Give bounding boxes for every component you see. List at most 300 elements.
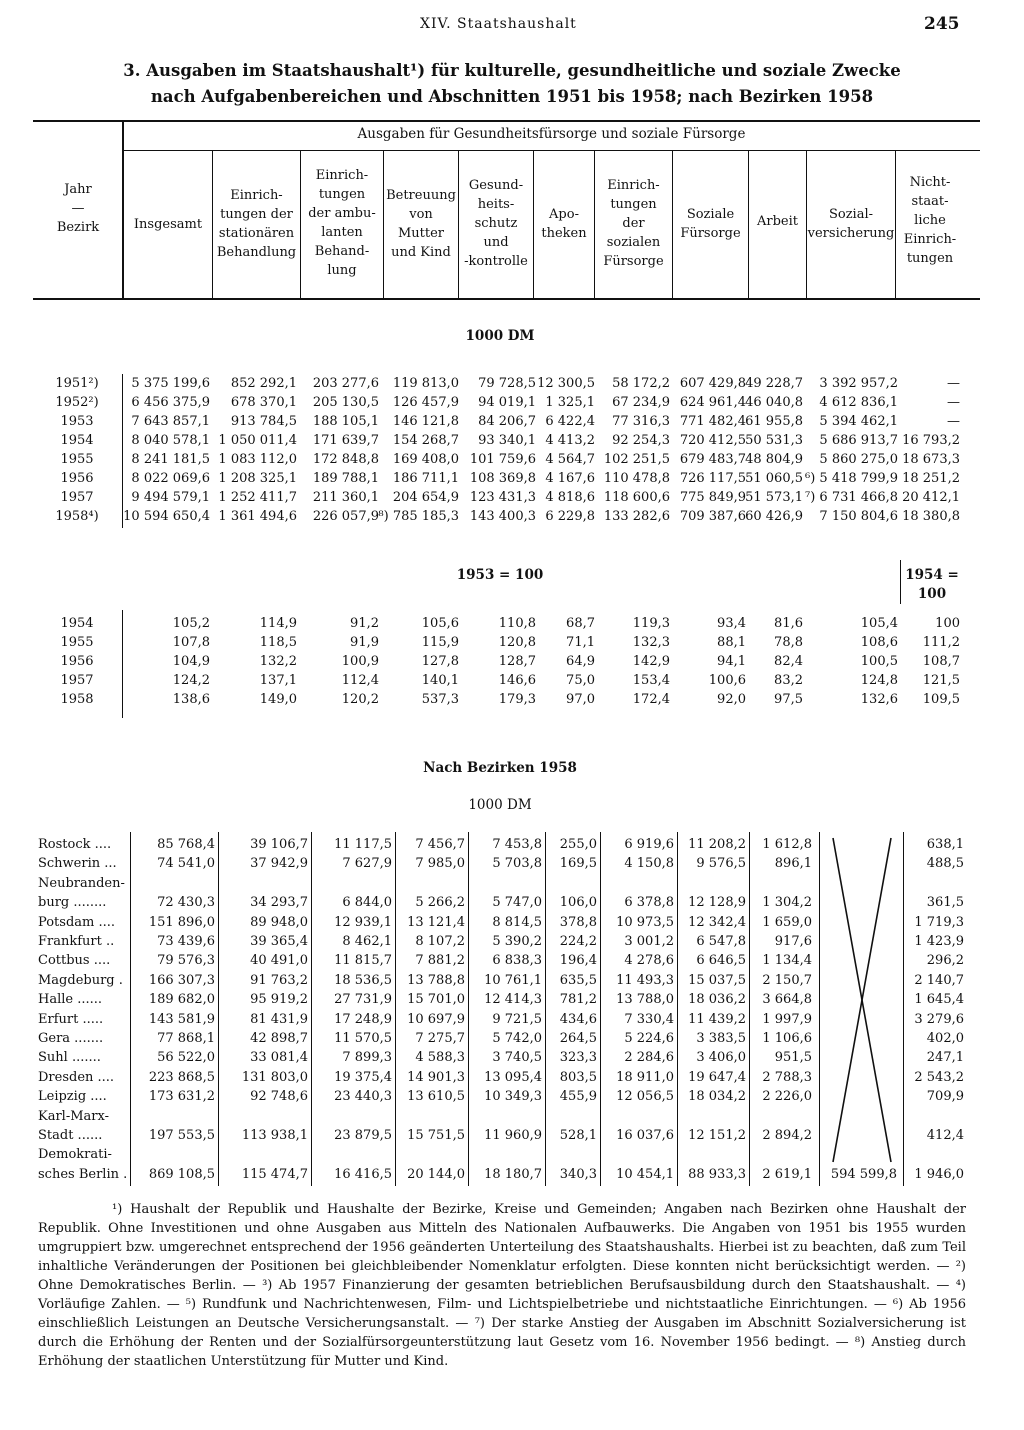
table-cell: 119,3 bbox=[632, 616, 670, 631]
table-cell: 709 387,6 bbox=[679, 509, 746, 524]
table-cell: 4 150,8 bbox=[624, 856, 674, 872]
table-top-rule bbox=[33, 120, 980, 122]
table-cell: 23 440,3 bbox=[334, 1089, 392, 1105]
table-cell: 205 130,5 bbox=[312, 395, 379, 410]
column-header-line: Nicht- bbox=[909, 175, 951, 190]
section2-label-right-line: 1954 = bbox=[905, 567, 959, 583]
table-cell: 64,9 bbox=[566, 654, 595, 669]
column-header-apotheken bbox=[534, 205, 594, 243]
table-cell: 1 997,9 bbox=[762, 1011, 812, 1027]
table-cell: 132,6 bbox=[860, 692, 898, 707]
table-cell: 4 588,3 bbox=[415, 1050, 465, 1066]
row-label: 1954 bbox=[60, 433, 94, 448]
column-header-line: der ambu- bbox=[308, 206, 376, 221]
table-cell: 105,2 bbox=[172, 616, 210, 631]
table-cell: 781,2 bbox=[559, 992, 597, 1008]
table-cell: 18 036,2 bbox=[688, 992, 746, 1008]
row-label: Potsdam .... bbox=[38, 914, 116, 930]
table-cell: 635,5 bbox=[559, 972, 597, 988]
table-cell: 5 703,8 bbox=[492, 856, 542, 872]
table-cell: 20 144,0 bbox=[407, 1166, 465, 1182]
table-cell: 131 803,0 bbox=[241, 1069, 308, 1085]
table-cell: 89 948,0 bbox=[250, 914, 308, 930]
table-cell: 7 330,4 bbox=[624, 1011, 674, 1027]
column-header-line: heits- bbox=[477, 197, 515, 212]
table-cell: 12 342,4 bbox=[688, 914, 746, 930]
table-cell: 92 748,6 bbox=[250, 1089, 308, 1105]
column-header-line: Einrich- bbox=[903, 232, 957, 247]
table-cell: 7 275,7 bbox=[415, 1031, 465, 1046]
table-cell: 115 474,7 bbox=[241, 1166, 308, 1182]
column-header-ambulant bbox=[301, 166, 383, 280]
column-header-line: Apo- bbox=[549, 207, 579, 222]
column-header-line: Soziale bbox=[686, 207, 735, 222]
table-cell: 5 390,2 bbox=[492, 934, 542, 949]
table-cell: 1 252 411,7 bbox=[218, 490, 297, 505]
row-label: Frankfurt .. bbox=[38, 934, 115, 949]
table-row bbox=[0, 1109, 1024, 1148]
table-cell: 51 573,1 bbox=[745, 490, 803, 505]
table-cell: 114,9 bbox=[259, 616, 297, 631]
table-row bbox=[0, 635, 1024, 654]
table-cell: 100,6 bbox=[708, 673, 746, 688]
column-header-line: Fürsorge bbox=[680, 226, 741, 241]
table-cell: 92 254,3 bbox=[612, 433, 670, 448]
table-cell: 340,3 bbox=[559, 1166, 597, 1182]
table-cell: 5 742,0 bbox=[492, 1031, 542, 1046]
table-cell: 189 682,0 bbox=[148, 992, 215, 1008]
table-row bbox=[0, 673, 1024, 692]
table-cell: 91,2 bbox=[350, 616, 379, 631]
footnotes-text: ¹) Haushalt der Republik und Haushalte der Bezirke, Kreise und Gemeinden; Angaben nach Bezirken ohne Haushalt der Republik. Ohne Investitionen und ohne Ausgaben aus Mitteln des Nationalen Aufbauwerks. Die Angaben von 1951 bis 1955 wurden umgruppiert bzw. umgerechnet entsprechend der 1956 geänderten Unterteilung des Staatshaushalts. Hierbei ist zu beachten, daß zum Teil inhaltliche Veränderungen der Positionen bei gleichbleibender Nomenklatur erfolgten. Diese konnten nicht berücksichtigt werden. — ²) Ohne Demokratisches Berlin. — ³) Ab 1957 Finanzierung der gesamten betrieblichen Berufsausbildung durch den Staatshaushalt. — ⁴) Vorläufige Zahlen. — ⁵) Rundfunk und Nachrichtenwesen, Film- und Lichtspielbetriebe und nichtstaatliche Einrichtungen. — ⁶) Ab 1956 einschließlich Leistungen an Deutsche Versicherungsanstalt. — ⁷) Der starke Anstieg der Ausgaben im Abschnitt Sozialversicherung ist durch die Erhöhung der Renten und der Sozialfürsorgeunterstützung laut Gesetz vom 16. November 1956 bedingt. — ⁸) Anstieg durch Erhöhung der staatlichen Unterstützung für Mutter und Kind. bbox=[38, 1202, 966, 1369]
row-label: Suhl ....... bbox=[38, 1050, 101, 1066]
table-row bbox=[0, 471, 1024, 490]
group-header-rule bbox=[123, 150, 980, 151]
running-head-title: XIV. Staatshaushalt bbox=[420, 16, 577, 32]
table-cell: 6 844,0 bbox=[342, 895, 392, 911]
table-cell: 146 121,8 bbox=[392, 414, 459, 429]
stub-header-line: Jahr bbox=[64, 182, 92, 197]
row-label: 1953 bbox=[60, 414, 94, 429]
table-cell: 71,1 bbox=[566, 635, 595, 650]
table-row bbox=[0, 1147, 1024, 1186]
table-row bbox=[0, 915, 1024, 934]
table-cell: 97,5 bbox=[774, 692, 803, 707]
table-cell: 94 019,1 bbox=[478, 395, 536, 410]
table-cell: 84 206,7 bbox=[478, 414, 536, 429]
row-label: sches Berlin . bbox=[38, 1166, 128, 1182]
row-label: 1958 bbox=[60, 692, 94, 707]
table-cell: — bbox=[947, 376, 960, 391]
table-row bbox=[0, 1050, 1024, 1069]
table-cell: 67 234,9 bbox=[612, 395, 670, 410]
column-header-mutter-kind bbox=[384, 186, 458, 262]
table-cell: 951,5 bbox=[774, 1050, 812, 1066]
table-cell: 7 150 804,6 bbox=[819, 509, 898, 524]
table-cell: 455,9 bbox=[559, 1089, 597, 1105]
table-cell: 3 392 957,2 bbox=[819, 376, 898, 391]
row-label: Demokrati- bbox=[38, 1147, 112, 1163]
table-cell: 211 360,1 bbox=[312, 490, 379, 505]
table-cell: 179,3 bbox=[498, 692, 536, 707]
table-cell: 77 316,3 bbox=[612, 414, 670, 429]
table-cell: 79 728,5 bbox=[478, 376, 536, 391]
table-cell: 68,7 bbox=[566, 616, 595, 631]
row-label: Dresden .... bbox=[38, 1069, 115, 1085]
table-cell: 1 106,6 bbox=[762, 1031, 812, 1046]
column-header-line: Einrich- bbox=[315, 168, 369, 183]
table-cell: 100 bbox=[935, 616, 960, 631]
table-cell: 100,5 bbox=[860, 654, 898, 669]
column-header-line: stationären bbox=[218, 226, 295, 241]
table-cell: 1 719,3 bbox=[914, 914, 964, 930]
row-label: Leipzig .... bbox=[38, 1089, 107, 1105]
table-cell: 775 849,9 bbox=[679, 490, 746, 505]
table-cell: 5 224,6 bbox=[624, 1031, 674, 1046]
table-cell: 12 414,3 bbox=[484, 992, 542, 1008]
table-cell: 27 731,9 bbox=[334, 992, 392, 1008]
table-cell: 51 060,5 bbox=[745, 471, 803, 486]
table-row bbox=[0, 616, 1024, 635]
row-label: Rostock .... bbox=[38, 837, 112, 852]
table-title-line-2: nach Aufgabenbereichen und Abschnitten 1951 bis 1958; nach Bezirken 1958 bbox=[150, 87, 874, 106]
column-header-line: der bbox=[622, 216, 645, 231]
table-cell: 196,4 bbox=[559, 953, 597, 969]
table-cell: 149,0 bbox=[259, 692, 297, 707]
table-cell: 124,8 bbox=[860, 673, 898, 688]
table-cell: 488,5 bbox=[926, 856, 964, 872]
table-cell: 189 788,1 bbox=[312, 471, 379, 486]
section3-label: 1000 DM bbox=[468, 797, 532, 813]
column-header-line: und Kind bbox=[391, 245, 451, 260]
row-label: 1955 bbox=[60, 452, 94, 467]
table-cell: 18 911,0 bbox=[616, 1069, 674, 1085]
table-cell: 1 946,0 bbox=[914, 1166, 964, 1182]
table-cell: ⁷) 6 731 466,8 bbox=[805, 490, 898, 505]
table-row bbox=[0, 654, 1024, 673]
table-row bbox=[0, 973, 1024, 992]
table-cell: 140,1 bbox=[421, 673, 459, 688]
table-cell: 869 108,5 bbox=[148, 1166, 215, 1182]
table-cell: 13 095,4 bbox=[484, 1069, 542, 1085]
table-cell: 120,8 bbox=[498, 635, 536, 650]
table-cell: 7 881,2 bbox=[415, 953, 465, 969]
table-cell: 3 406,0 bbox=[696, 1050, 746, 1066]
table-cell: 11 960,9 bbox=[484, 1127, 542, 1143]
table-cell: 678 370,1 bbox=[230, 395, 297, 410]
table-cell: 18 251,2 bbox=[902, 471, 960, 486]
column-header-line: Arbeit bbox=[757, 214, 798, 229]
table-cell: 13 610,5 bbox=[407, 1089, 465, 1105]
table-cell: 528,1 bbox=[559, 1127, 597, 1143]
table-cell: 20 412,1 bbox=[902, 490, 960, 505]
running-head bbox=[0, 12, 1024, 36]
table-cell: 58 172,2 bbox=[612, 376, 670, 391]
column-header-line: von bbox=[409, 207, 433, 222]
row-label: 1951²) bbox=[55, 376, 99, 391]
column-header-line: Behand- bbox=[314, 244, 370, 259]
table-cell: 108,7 bbox=[922, 654, 960, 669]
stub-header-line: Bezirk bbox=[56, 220, 100, 235]
table-cell: 81,6 bbox=[774, 616, 803, 631]
page-number: 245 bbox=[924, 14, 960, 34]
table-cell: 7 985,0 bbox=[415, 856, 465, 872]
section2-label-right bbox=[901, 566, 963, 604]
table-cell: 13 788,8 bbox=[407, 972, 465, 988]
table-cell: 12 056,5 bbox=[616, 1089, 674, 1105]
table-cell: 39 106,7 bbox=[250, 837, 308, 852]
table-cell: 8 022 069,6 bbox=[131, 471, 210, 486]
table-cell: 88,1 bbox=[717, 635, 746, 650]
table-title bbox=[40, 58, 984, 110]
table-cell: 6 646,5 bbox=[696, 953, 746, 969]
table-cell: 110 478,8 bbox=[603, 471, 670, 486]
table-cell: 913 784,5 bbox=[230, 414, 297, 429]
row-label: 1958⁴) bbox=[55, 509, 99, 524]
table-cell: 74 541,0 bbox=[157, 856, 215, 872]
column-header-soziale-fuersorge bbox=[673, 205, 748, 243]
table-cell: 88 933,3 bbox=[688, 1166, 746, 1182]
table-cell: 93 340,1 bbox=[478, 433, 536, 448]
table-cell: 91 763,2 bbox=[250, 972, 308, 988]
table-cell: 102 251,5 bbox=[603, 452, 670, 467]
table-cell: 11 815,7 bbox=[334, 953, 392, 969]
table-cell: 108,6 bbox=[860, 635, 898, 650]
row-label: Erfurt ..... bbox=[38, 1011, 104, 1027]
table-row bbox=[0, 1070, 1024, 1089]
table-cell: 128,7 bbox=[498, 654, 536, 669]
table-cell: 2 140,7 bbox=[914, 972, 964, 988]
table-cell: 726 117,5 bbox=[679, 471, 746, 486]
table-cell: 3 664,8 bbox=[762, 992, 812, 1008]
table-cell: 2 284,6 bbox=[624, 1050, 674, 1066]
table-row bbox=[0, 1012, 1024, 1031]
footnotes bbox=[38, 1200, 966, 1371]
column-header-line: tungen bbox=[610, 197, 657, 212]
table-cell: 226 057,9 bbox=[312, 509, 379, 524]
table-cell: 101 759,6 bbox=[469, 452, 536, 467]
table-cell: 83,2 bbox=[774, 673, 803, 688]
row-label: 1956 bbox=[60, 654, 94, 669]
table-cell: 132,3 bbox=[632, 635, 670, 650]
column-header-line: lung bbox=[327, 263, 357, 278]
table-cell: 7 899,3 bbox=[342, 1050, 392, 1066]
table-cell: 61 955,8 bbox=[745, 414, 803, 429]
table-cell: 10 454,1 bbox=[616, 1166, 674, 1182]
table-cell: 2 788,3 bbox=[762, 1069, 812, 1085]
table-cell: 105,6 bbox=[421, 616, 459, 631]
table-row bbox=[0, 992, 1024, 1011]
table-cell: 4 278,6 bbox=[624, 953, 674, 969]
table-cell: 204 654,9 bbox=[392, 490, 459, 505]
table-cell: 127,8 bbox=[421, 654, 459, 669]
table-cell: 9 494 579,1 bbox=[131, 490, 210, 505]
column-header-stationaer bbox=[213, 186, 300, 262]
table-cell: 15 751,5 bbox=[407, 1127, 465, 1143]
section3-heading: Nach Bezirken 1958 bbox=[423, 760, 577, 776]
table-cell: 5 266,2 bbox=[415, 895, 465, 911]
table-cell: 12 300,5 bbox=[537, 376, 595, 391]
row-label: Gera ....... bbox=[38, 1031, 104, 1046]
table-row bbox=[0, 876, 1024, 915]
table-row bbox=[0, 414, 1024, 433]
table-cell: 93,4 bbox=[717, 616, 746, 631]
column-header-line: Sozial- bbox=[828, 207, 874, 222]
table-cell: 323,3 bbox=[559, 1050, 597, 1066]
table-cell: 109,5 bbox=[922, 692, 960, 707]
row-label: 1954 bbox=[60, 616, 94, 631]
section2-label-right-line: 100 bbox=[917, 586, 947, 602]
table-cell: 14 901,3 bbox=[407, 1069, 465, 1085]
table-cell: 7 643 857,1 bbox=[131, 414, 210, 429]
table-cell: 143 581,9 bbox=[148, 1011, 215, 1027]
table-cell: 3 383,5 bbox=[696, 1031, 746, 1046]
table-cell: 172,4 bbox=[632, 692, 670, 707]
table-cell: 18 673,3 bbox=[902, 452, 960, 467]
table-cell: 10 761,1 bbox=[484, 972, 542, 988]
table-cell: 9 721,5 bbox=[492, 1011, 542, 1027]
table-cell: 607 429,8 bbox=[679, 376, 746, 391]
table-cell: 4 413,2 bbox=[545, 433, 595, 448]
table-cell: 402,0 bbox=[926, 1031, 964, 1046]
table-cell: 143 400,3 bbox=[469, 509, 536, 524]
table-cell: 19 375,4 bbox=[334, 1069, 392, 1085]
table-cell: 13 788,0 bbox=[616, 992, 674, 1008]
table-cell: 18 034,2 bbox=[688, 1089, 746, 1105]
table-cell: 3 740,5 bbox=[492, 1050, 542, 1066]
column-header-line: staat- bbox=[911, 194, 949, 209]
row-label: burg ........ bbox=[38, 895, 107, 911]
table-cell: 6 838,3 bbox=[492, 953, 542, 969]
column-header-gesundheitsschutz bbox=[459, 176, 533, 271]
table-cell: 7 453,8 bbox=[492, 837, 542, 852]
section1-label: 1000 DM bbox=[465, 328, 535, 344]
table-row bbox=[0, 433, 1024, 452]
table-cell: 169 408,0 bbox=[392, 452, 459, 467]
table-cell: 1 325,1 bbox=[545, 395, 595, 410]
table-cell: 16 793,2 bbox=[902, 433, 960, 448]
table-cell: 679 483,7 bbox=[679, 452, 746, 467]
table-cell: 132,2 bbox=[259, 654, 297, 669]
table-cell: 46 040,8 bbox=[745, 395, 803, 410]
table-cell: 123 431,3 bbox=[469, 490, 536, 505]
table-cell: 2 619,1 bbox=[762, 1166, 812, 1182]
table-cell: 247,1 bbox=[926, 1050, 964, 1066]
row-label: Cottbus .... bbox=[38, 953, 111, 969]
table-cell: ⁸) 785 185,3 bbox=[378, 509, 459, 524]
table-cell: 16 416,5 bbox=[334, 1166, 392, 1182]
table-cell: 771 482,4 bbox=[679, 414, 746, 429]
table-cell: 1 050 011,4 bbox=[218, 433, 297, 448]
table-cell: 11 570,5 bbox=[334, 1031, 392, 1046]
row-label: Neubranden- bbox=[38, 875, 125, 891]
section2-label: 1953 = 100 bbox=[456, 567, 544, 583]
table-cell: 1 304,2 bbox=[762, 895, 812, 911]
table-cell: 4 167,6 bbox=[545, 471, 595, 486]
table-cell: 85 768,4 bbox=[157, 837, 215, 852]
table-cell: 94,1 bbox=[717, 654, 746, 669]
table-cell: 224,2 bbox=[559, 934, 597, 949]
table-cell: 264,5 bbox=[559, 1031, 597, 1046]
column-header-line: schutz bbox=[474, 216, 518, 231]
column-header-line: Mutter bbox=[397, 226, 445, 241]
stub-header bbox=[38, 180, 118, 237]
table-cell: 3 001,2 bbox=[624, 934, 674, 949]
table-cell: 7 456,7 bbox=[415, 837, 465, 852]
table-cell: 8 814,5 bbox=[492, 914, 542, 930]
row-label: 1956 bbox=[60, 471, 94, 486]
table-cell: 120,2 bbox=[341, 692, 379, 707]
table-cell: 18 536,5 bbox=[334, 972, 392, 988]
stub-divider bbox=[122, 121, 124, 298]
table-cell: 146,6 bbox=[498, 673, 536, 688]
table-cell: 296,2 bbox=[926, 953, 964, 969]
stub-header-line: — bbox=[71, 201, 85, 216]
table-cell: — bbox=[947, 414, 960, 429]
table-cell: 896,1 bbox=[774, 856, 812, 872]
table-cell: 151 896,0 bbox=[148, 914, 215, 930]
column-header-line: Einrich- bbox=[230, 188, 283, 203]
table-title-line-1: 3. Ausgaben im Staatshaushalt¹) für kulturelle, gesundheitliche und soziale Zwecke bbox=[123, 61, 901, 80]
table-cell: 11 439,2 bbox=[688, 1011, 746, 1027]
table-cell: 1 134,4 bbox=[762, 953, 812, 969]
table-cell: 72 430,3 bbox=[157, 895, 215, 911]
table-cell: 60 426,9 bbox=[745, 509, 803, 524]
table-row bbox=[0, 376, 1024, 395]
table-cell: 5 860 275,0 bbox=[819, 452, 898, 467]
table-cell: 6 919,6 bbox=[624, 837, 674, 852]
table-cell: 118 600,6 bbox=[603, 490, 670, 505]
table-cell: 33 081,4 bbox=[250, 1050, 308, 1066]
table-cell: — bbox=[947, 395, 960, 410]
column-header-line: tungen bbox=[318, 187, 366, 202]
table-cell: 8 462,1 bbox=[342, 934, 392, 949]
table-cell: 92,0 bbox=[717, 692, 746, 707]
table-cell: 97,0 bbox=[566, 692, 595, 707]
table-cell: 12 939,1 bbox=[334, 914, 392, 930]
table-row bbox=[0, 490, 1024, 509]
column-header-line: lanten bbox=[321, 225, 363, 240]
table-row bbox=[0, 934, 1024, 953]
table-cell: 154 268,7 bbox=[392, 433, 459, 448]
table-row bbox=[0, 1089, 1024, 1108]
table-cell: 78,8 bbox=[774, 635, 803, 650]
table-cell: 4 564,7 bbox=[545, 452, 595, 467]
table-cell: 40 491,0 bbox=[250, 953, 308, 969]
table-cell: 133 282,6 bbox=[603, 509, 670, 524]
table-cell: 172 848,8 bbox=[312, 452, 379, 467]
table-cell: 1 423,9 bbox=[914, 934, 964, 949]
row-label: Halle ...... bbox=[38, 992, 103, 1008]
table-cell: 18 380,8 bbox=[902, 509, 960, 524]
table-cell: 6 456 375,9 bbox=[131, 395, 210, 410]
table-cell: 171 639,7 bbox=[312, 433, 379, 448]
table-cell: 4 612 836,1 bbox=[819, 395, 898, 410]
column-header-line: tungen bbox=[906, 251, 954, 266]
table-cell: 110,8 bbox=[498, 616, 536, 631]
table-cell: 3 279,6 bbox=[914, 1011, 964, 1027]
table-cell: 412,4 bbox=[926, 1127, 964, 1143]
table-cell: 121,5 bbox=[922, 673, 960, 688]
table-cell: 5 375 199,6 bbox=[131, 376, 210, 391]
table-row bbox=[0, 856, 1024, 875]
row-label: Magdeburg . bbox=[38, 972, 123, 988]
table-cell: 9 576,5 bbox=[696, 856, 746, 872]
table-cell: 8 241 181,5 bbox=[131, 452, 210, 467]
table-cell: 8 107,2 bbox=[415, 934, 465, 949]
column-header-sozialversicherung bbox=[807, 205, 895, 243]
column-header-line: Insgesamt bbox=[133, 217, 203, 232]
